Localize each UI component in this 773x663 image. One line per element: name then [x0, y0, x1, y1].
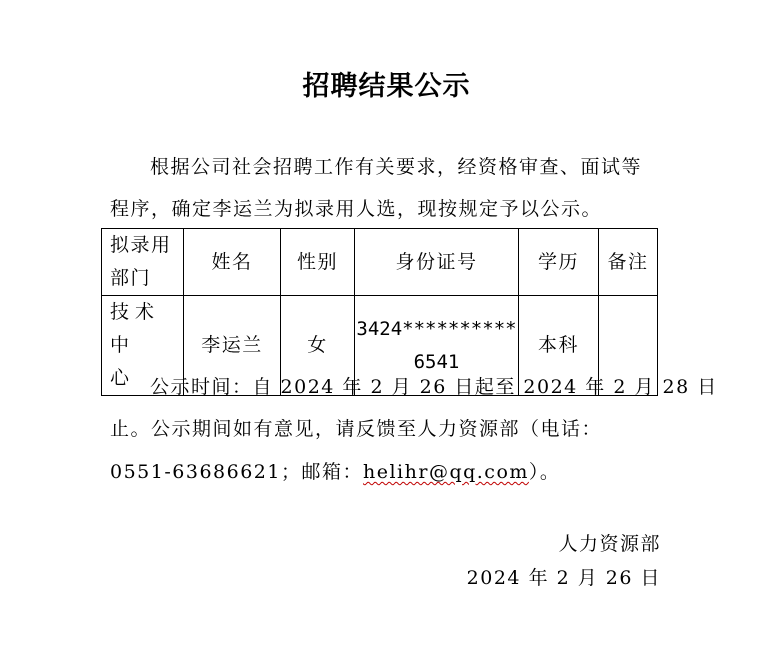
- notice-line-2: 止。公示期间如有意见，请反馈至人力资源部（电话：: [110, 418, 603, 440]
- header-education: 学历: [519, 229, 599, 296]
- notice-line-3-end: ）。: [528, 461, 561, 483]
- notice-line-1: 公示时间：自 2024 年 2 月 26 日起至 2024 年 2 月 28 日: [150, 376, 718, 398]
- cell-name: 李运兰: [184, 296, 281, 396]
- header-gender: 性别: [281, 229, 355, 296]
- intro-line-2: 程序，确定李运兰为拟录用人选，现按规定予以公示。: [110, 198, 603, 220]
- notice-line-3: [110, 457, 560, 484]
- header-name: 姓名: [184, 229, 281, 296]
- cell-dept-line-2: 心: [110, 367, 136, 389]
- header-dept-line-1: 拟录用: [110, 234, 172, 256]
- cell-education: 本科: [519, 296, 599, 396]
- signature-date: 2024 年 2 月 26 日: [466, 567, 661, 589]
- recruit-result-table: [101, 228, 658, 396]
- header-dept-line-2: 部门: [110, 267, 152, 289]
- table-header-row: [102, 229, 658, 296]
- cell-id-line-1: 3424**********: [356, 317, 517, 340]
- cell-id-line-2: 6541: [413, 350, 460, 373]
- header-id-number: 身份证号: [355, 229, 519, 296]
- cell-dept-line-1: 技术中: [110, 301, 161, 356]
- header-dept: [102, 229, 184, 296]
- signature-department: 人力资源部: [558, 533, 661, 555]
- page-title: 招聘结果公示: [302, 71, 471, 102]
- header-remark: 备注: [599, 229, 658, 296]
- contact-phone: 0551-63686621；邮箱：: [110, 461, 363, 483]
- contact-email-link[interactable]: helihr@qq.com: [362, 461, 529, 483]
- intro-line-1: 根据公司社会招聘工作有关要求，经资格审查、面试等: [150, 156, 643, 178]
- cell-gender: 女: [281, 296, 355, 396]
